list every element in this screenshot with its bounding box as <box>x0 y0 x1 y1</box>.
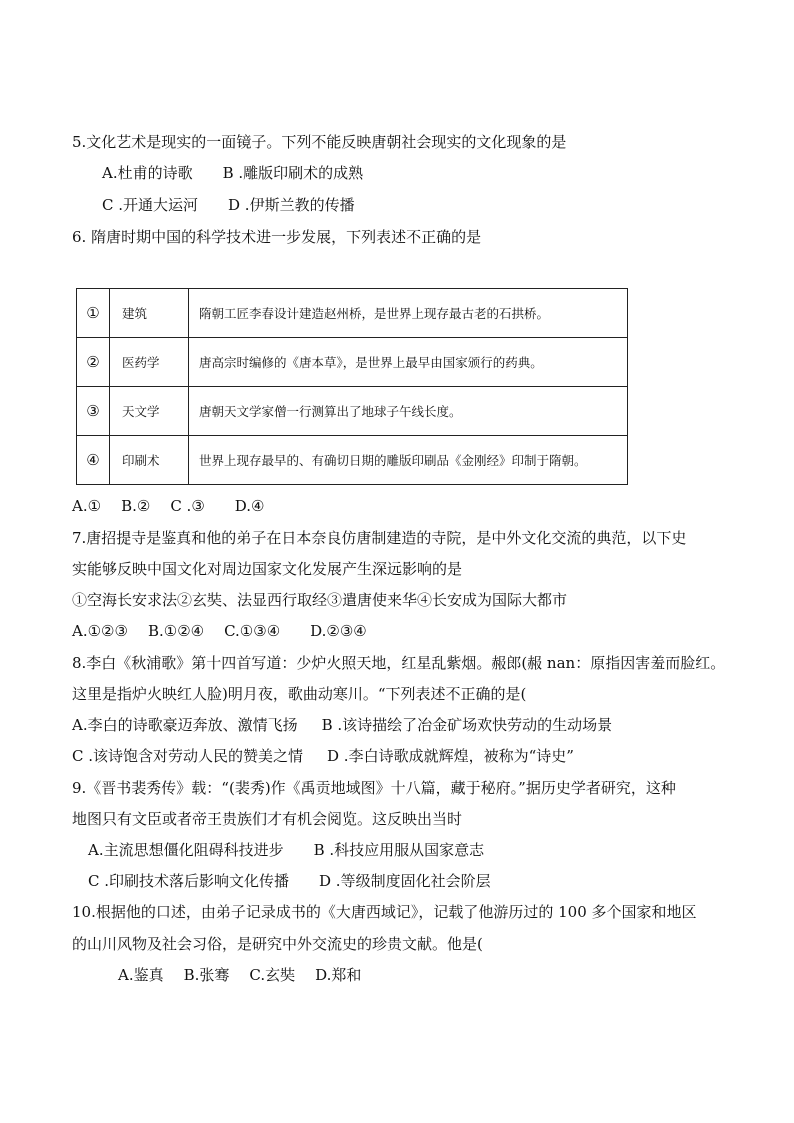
question-8-line-2: 这里是指炉火映红人脸)明月夜，歌曲动寒川。“下列表述不正确的是( <box>72 685 527 703</box>
option-c: C.玄奘 <box>249 966 296 984</box>
question-7-line-3: ①空海长安求法②玄奘、法显西行取经③遣唐使来华④长安成为国际大都市 <box>72 591 568 609</box>
row-number: ④ <box>77 436 110 485</box>
option-b: B.② <box>121 497 151 515</box>
question-7-options <box>72 621 367 641</box>
option-b: B.张骞 <box>183 966 230 984</box>
table-row <box>77 289 628 338</box>
question-8-line-1: 8.李白《秋浦歌》第十四首写道：少炉火照天地，红星乱紫烟。赧郎(赧 nan：原指因害羞而脸红。 <box>72 654 726 672</box>
row-description: 世界上现存最早的、有确切日期的雕版印刷品《金刚经》印制于隋朝。 <box>189 436 628 485</box>
question-10-line-1: 10.根据他的口述，由弟子记录成书的《大唐西域记》，记载了他游历过的 100 多个国家和地区 <box>72 903 697 921</box>
table-row <box>77 436 628 485</box>
question-10-line-2: 的山川风物及社会习俗，是研究中外交流史的珍贵文献。他是( <box>72 935 483 953</box>
question-9-line-1: 9.《晋书裴秀传》载：“(裴秀)作《禹贡地域图》十八篇，藏于秘府。”据历史学者研究，这种 <box>72 779 676 797</box>
row-field: 医药学 <box>110 338 189 387</box>
question-5-options-ab <box>102 163 363 183</box>
option-a: A.杜甫的诗歌 <box>102 164 193 182</box>
option-a: A.主流思想僵化阻碍科技进步 <box>88 841 284 859</box>
option-a: A.① <box>72 497 102 515</box>
option-d: D.郑和 <box>315 966 362 984</box>
table-row <box>77 387 628 436</box>
row-number: ① <box>77 289 110 338</box>
option-a: A.鉴真 <box>118 966 164 984</box>
option-b: B .科技应用服从国家意志 <box>313 841 485 859</box>
row-field: 印刷术 <box>110 436 189 485</box>
row-description: 唐朝天文学家僧一行测算出了地球子午线长度。 <box>189 387 628 436</box>
question-6-stem: 6. 隋唐时期中国的科学技术进一步发展，下列表述不正确的是 <box>72 228 482 246</box>
question-7-line-2: 实能够反映中国文化对周边国家文化发展产生深远影响的是 <box>72 560 463 578</box>
row-description: 隋朝工匠李春设计建造赵州桥，是世界上现存最古老的石拱桥。 <box>189 289 628 338</box>
question-9-line-2: 地图只有文臣或者帝王贵族们才有机会阅览。这反映出当时 <box>72 810 463 828</box>
option-d: D .李白诗歌成就辉煌，被称为“诗史” <box>327 747 574 765</box>
option-c: C.①③④ <box>224 622 281 640</box>
question-8-options-cd <box>72 746 574 766</box>
option-a: A.李白的诗歌豪迈奔放、激情飞扬 <box>72 716 298 734</box>
option-c: C .该诗饱含对劳动人民的赞美之情 <box>72 747 304 765</box>
row-field: 天文学 <box>110 387 189 436</box>
row-field: 建筑 <box>110 289 189 338</box>
science-technology-table <box>76 288 628 485</box>
row-number: ③ <box>77 387 110 436</box>
table-row <box>77 338 628 387</box>
row-description: 唐高宗时编修的《唐本草》，是世界上最早由国家颁行的药典。 <box>189 338 628 387</box>
option-b: B .雕版印刷术的成熟 <box>222 164 364 182</box>
question-10-options <box>118 965 361 985</box>
question-5-options-cd <box>102 195 355 215</box>
question-9-options-cd <box>88 871 491 891</box>
question-9-options-ab <box>88 840 484 860</box>
question-7-line-1: 7.唐招提寺是鉴真和他的弟子在日本奈良仿唐制建造的寺院，是中外文化交流的典范，以下史 <box>72 529 687 547</box>
question-5-stem: 5.文化艺术是现实的一面镜子。下列不能反映唐朝社会现实的文化现象的是 <box>72 133 567 151</box>
option-d: D.②③④ <box>310 622 367 640</box>
option-c: C .③ <box>170 497 205 515</box>
row-number: ② <box>77 338 110 387</box>
question-8-options-ab <box>72 715 612 735</box>
question-6-options <box>72 496 265 516</box>
option-d: D .伊斯兰教的传播 <box>228 196 355 214</box>
option-b: B.①②④ <box>147 622 205 640</box>
option-c: C .印刷技术落后影响文化传播 <box>88 872 290 890</box>
option-b: B .该诗描绘了冶金矿场欢快劳动的生动场景 <box>321 716 613 734</box>
option-d: D.④ <box>234 497 265 515</box>
option-d: D .等级制度固化社会阶层 <box>319 872 491 890</box>
option-a: A.①②③ <box>72 622 128 640</box>
option-c: C .开通大运河 <box>102 196 199 214</box>
